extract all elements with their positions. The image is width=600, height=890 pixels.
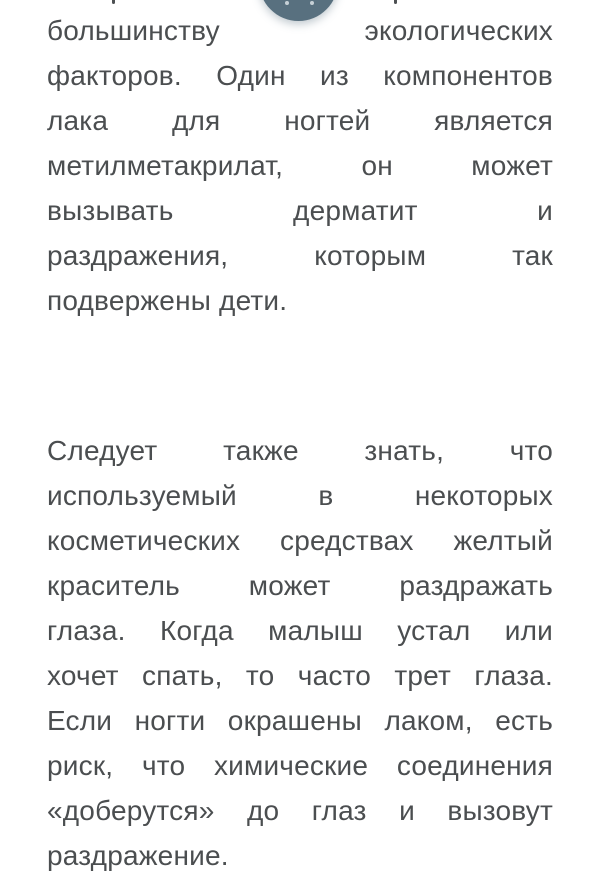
text-line: косметических средствах желтый: [47, 525, 553, 556]
text-line: используемый в некоторых: [47, 480, 553, 511]
text-line: «доберутся» до глаз и вызовут: [47, 795, 553, 826]
text-line: Если ногти окрашены лаком, есть: [47, 705, 553, 736]
text-line: вызывать дерматит и: [47, 195, 553, 226]
paragraph: [47, 428, 553, 878]
text-line: раздражения, которым так: [47, 240, 553, 271]
text-line: лака для ногтей является: [47, 105, 553, 136]
text-line: раздражение.: [47, 840, 229, 871]
text-line: Следует также знать, что: [47, 435, 553, 466]
text-line: большинству экологических: [47, 15, 553, 46]
text-line: глаза. Когда малыш устал или: [47, 615, 553, 646]
text-line: риск, что химические соединения: [47, 750, 553, 781]
text-line: хочет спать, то часто трет глаза.: [47, 660, 553, 691]
text-line: краситель может раздражать: [47, 570, 553, 601]
text-line: факторов. Один из компонентов: [47, 60, 553, 91]
text-line: подвержены дети.: [47, 285, 288, 316]
text-line: метилметакрилат, он может: [47, 150, 553, 181]
paragraph: [47, 8, 553, 323]
